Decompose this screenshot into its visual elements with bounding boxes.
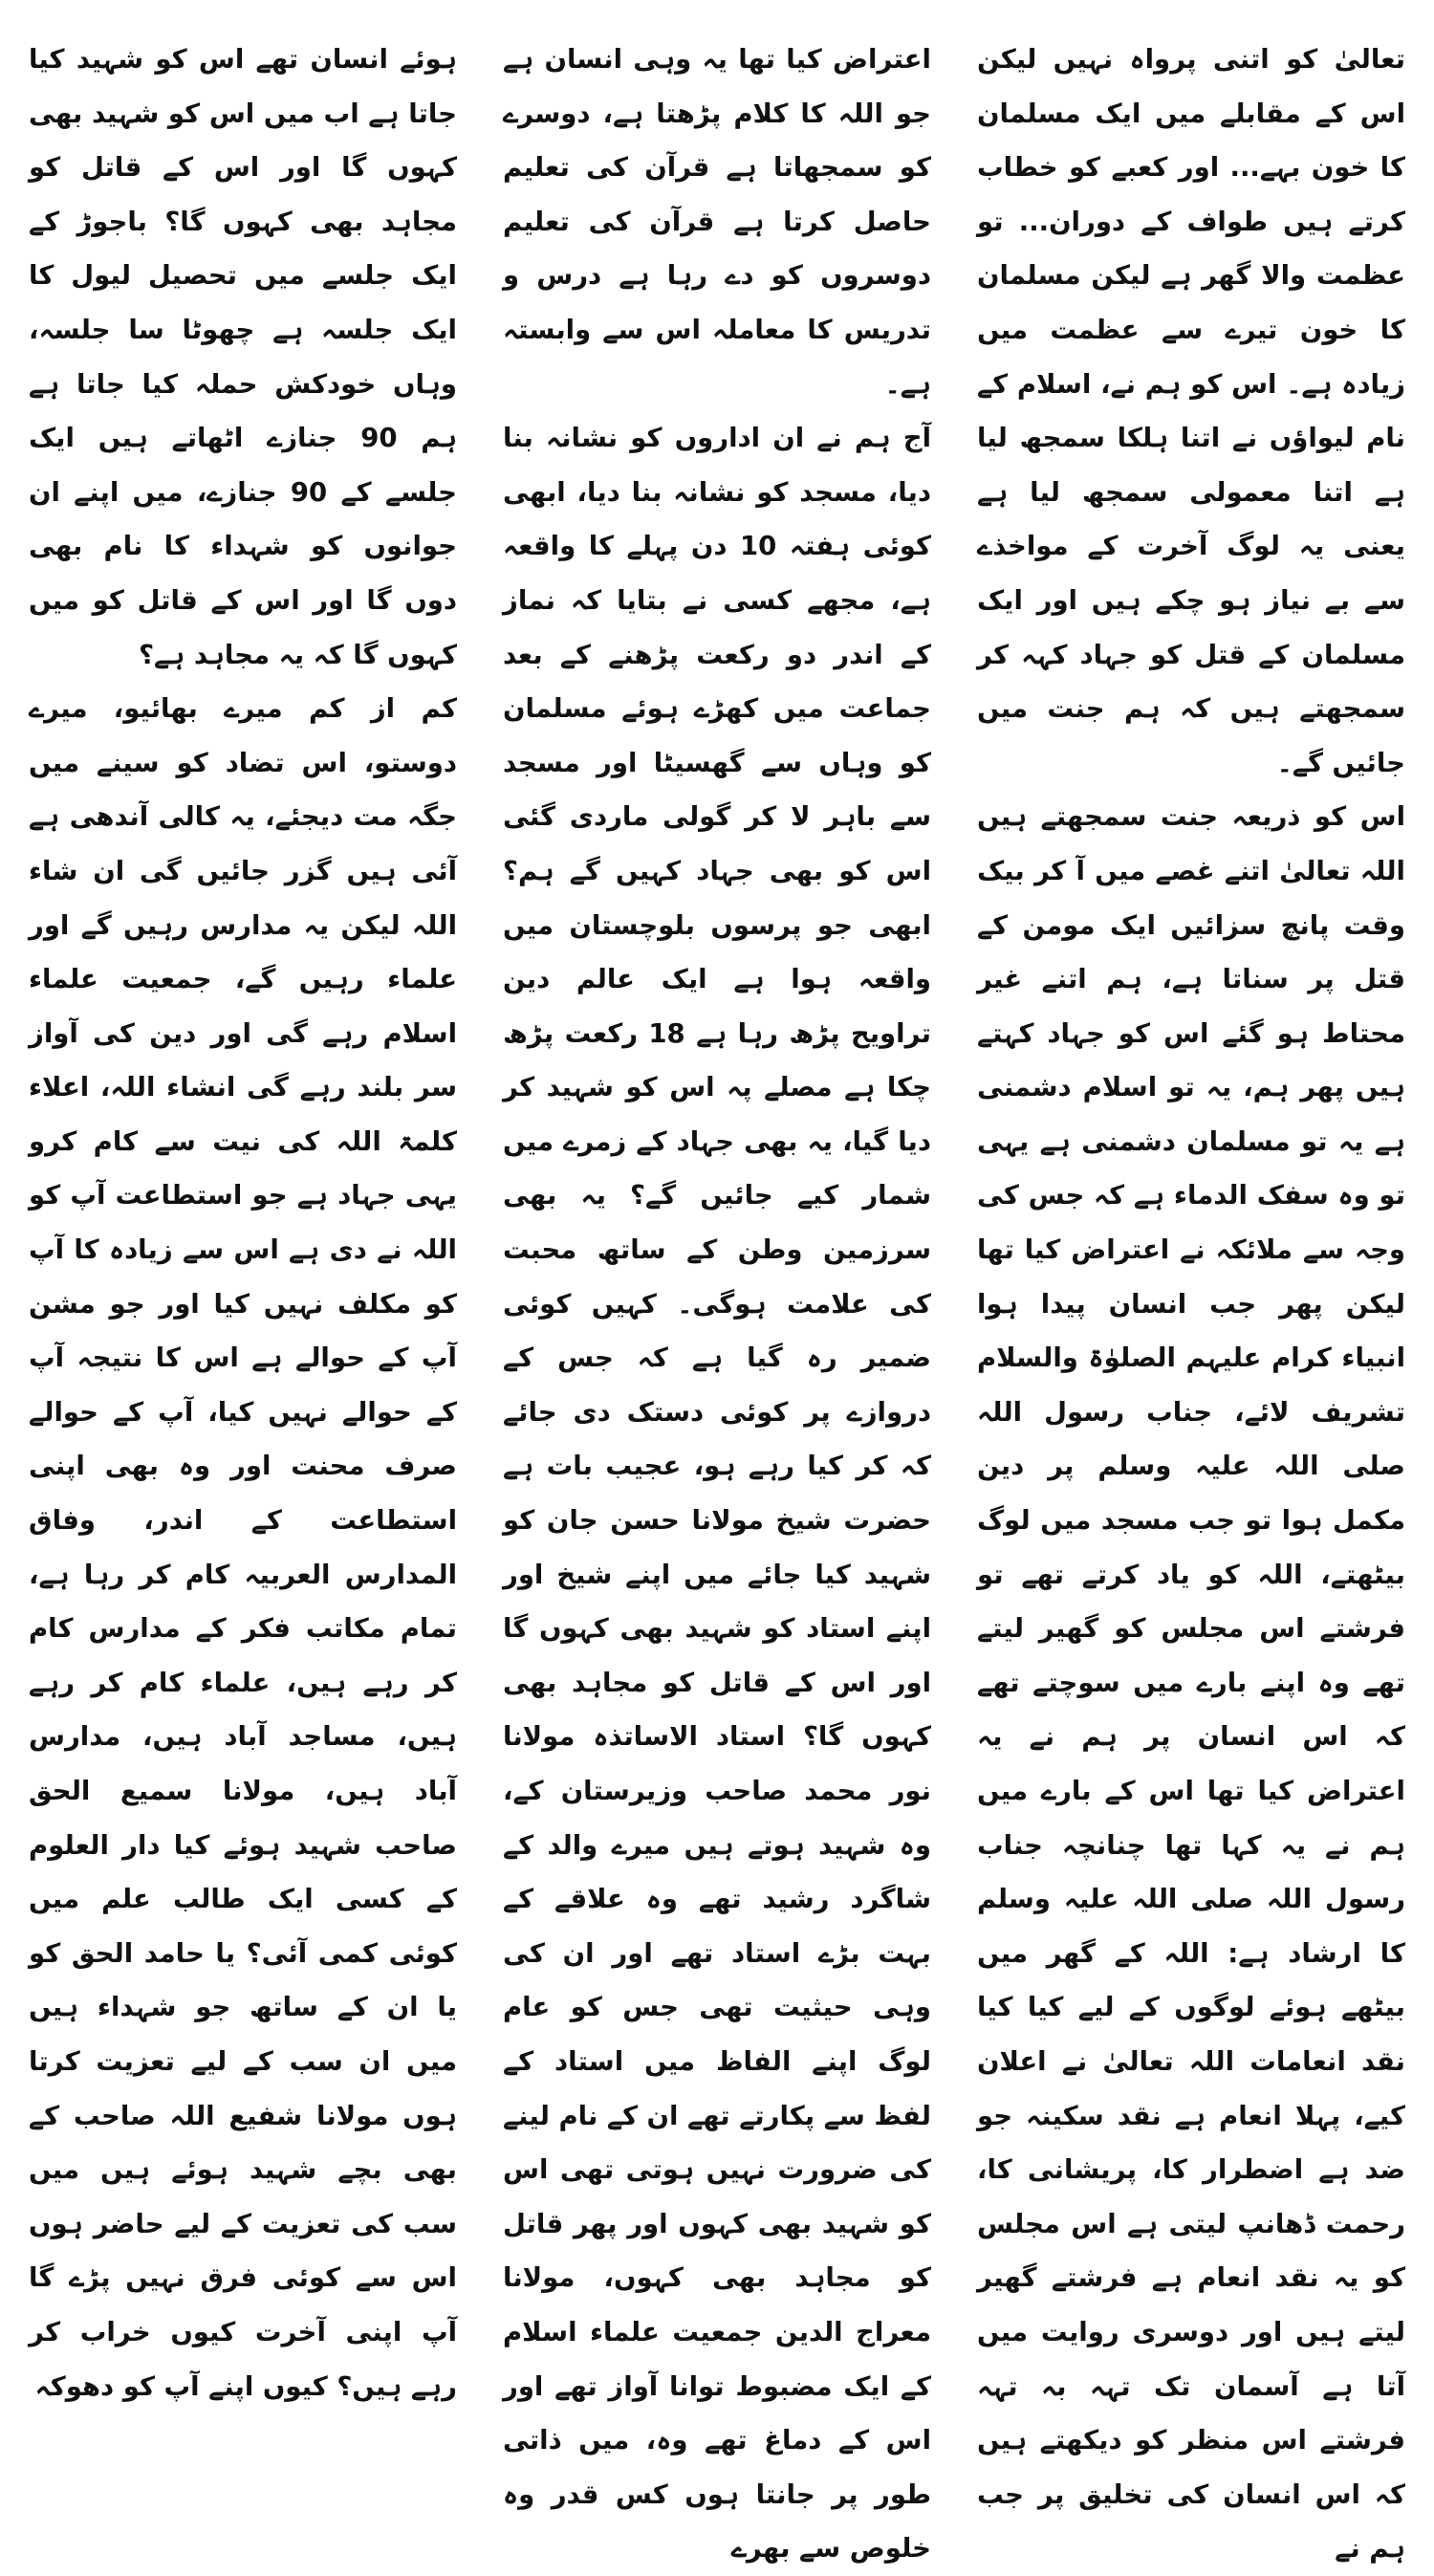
text-column-right: [977, 33, 1405, 2565]
paragraph: تعالیٰ کو اتنی پرواہ نہیں لیکن اس کے مقابلے میں ایک مسلمان کا خون بہے... اور کعبے کو خطاب کرتے ہیں طواف کے دوران... تو عظمت والا گھر ہے لیکن مسلمان کا خون تیرے سے عظمت میں زیادہ ہے۔ اس کو ہم نے، اسلام کے نام لیواؤں نے اتنا ہلکا سمجھ لیا ہے اتنا معمولی سمجھ لیا ہے یعنی یہ لوگ آخرت کے مواخذے سے بے نیاز ہو چکے ہیں اور ایک مسلمان کے قتل کو جہاد کہہ کر سمجھتے ہیں کہ ہم جنت میں جائیں گے۔: [977, 44, 1405, 778]
paragraph: اعتراض کیا تھا یہ وہی انسان ہے جو اللہ کا کلام پڑھتا ہے، دوسرے کو سمجھاتا ہے قرآن کی تعلیم حاصل کرتا ہے قرآن کی تعلیم دوسروں کو دے رہا ہے درس و تدریس کا معاملہ اس سے وابستہ ہے۔: [503, 44, 931, 400]
text-column-middle: [503, 33, 932, 2565]
paragraph: اس کو ذریعہ جنت سمجھتے ہیں اللہ تعالیٰ اتنے غصے میں آ کر بیک وقت پانچ سزائیں ایک مومن کے قتل پر سناتا ہے، ہم اتنے غیر محتاط ہو گئے اس کو جہاد کہتے ہیں پھر ہم، یہ تو اسلام دشمنی ہے یہ تو مسلمان دشمنی ہے یہی تو وہ سفک الدماء ہے کہ جس کی وجہ سے ملائکہ نے اعتراض کیا تھا لیکن پھر جب انسان پیدا ہوا انبیاء کرام علیہم الصلوٰۃ والسلام تشریف لائے، جناب رسول اللہ صلی اللہ علیہ وسلم پر دین مکمل ہوا تو جب مسجد میں لوگ بیٹھتے، اللہ کو یاد کرتے تھے تو فرشتے اس مجلس کو گھیر لیتے تھے وہ اپنے بارے میں سوچتے تھے کہ اس انسان پر ہم نے یہ اعتراض کیا تھا اس کے بارے میں ہم نے یہ کہا تھا چنانچہ جناب رسول اللہ صلی اللہ علیہ وسلم کا ارشاد ہے: اللہ کے گھر میں بیٹھے ہوئے لوگوں کے لیے کیا کیا نقد انعامات اللہ تعالیٰ نے اعلان کیے، پہلا انعام ہے نقد سکینہ جو ضد ہے اضطرار کا، پریشانی کا، رحمت ڈھانپ لیتی ہے اس مجلس کو یہ نقد انعام ہے فرشتے گھیر لیتے ہیں اور دوسری روایت میں آتا ہے آسمان تک تہہ بہ تہہ فرشتے اس منظر کو دیکھتے ہیں کہ اس انسان کی تخلیق پر جب ہم نے: [977, 801, 1405, 2565]
paragraph: آج ہم نے ان اداروں کو نشانہ بنا دیا، مسجد کو نشانہ بنا دیا، ابھی کوئی ہفتہ 10 دن پہلے کا واقعہ ہے، مجھے کسی نے بتایا کہ نماز کے اندر دو رکعت پڑھنے کے بعد جماعت میں کھڑے ہوئے مسلمان کو وہاں سے گھسیٹا اور مسجد سے باہر لا کر گولی ماردی گئی اس کو بھی جہاد کہیں گے ہم؟ ابھی جو پرسوں بلوچستان میں واقعہ ہوا ہے ایک عالم دین تراویح پڑھ رہا ہے 18 رکعت پڑھ چکا ہے مصلے پہ اس کو شہید کر دیا گیا، یہ بھی جہاد کے زمرے میں شمار کیے جائیں گے؟ یہ بھی سرزمین وطن کے ساتھ محبت کی علامت ہوگی۔ کہیں کوئی ضمیر رہ گیا ہے کہ جس کے دروازے پر کوئی دستک دی جائے کہ کر کیا رہے ہو، عجیب بات ہے حضرت شیخ مولانا حسن جان کو شہید کیا جائے میں اپنے شیخ اور اپنے استاد کو شہید بھی کہوں گا اور اس کے قاتل کو مجاہد بھی کہوں گا؟ استاد الاساتذہ مولانا نور محمد صاحب وزیرستان کے، وہ شہید ہوتے ہیں میرے والد کے شاگرد رشید تھے وہ علاقے کے بہت بڑے استاد تھے اور ان کی وہی حیثیت تھی جس کو عام لوگ اپنے الفاظ میں استاد کے لفظ سے پکارتے تھے ان کے نام لینے کی ضرورت نہیں ہوتی تھی اس کو شہید بھی کہوں اور پھر قاتل کو مجاہد بھی کہوں، مولانا معراج الدین جمعیت علماء اسلام کے ایک مضبوط توانا آواز تھے اور اس کے دماغ تھے وہ، میں ذاتی طور پر جانتا ہوں کس قدر وہ خلوص سے بھرے: [503, 423, 932, 2565]
text-column-left: [29, 33, 457, 2402]
paragraph: ہوئے انسان تھے اس کو شہید کیا جاتا ہے اب میں اس کو شہید بھی کہوں گا اور اس کے قاتل کو مجاہد بھی کہوں گا؟ باجوڑ کے ایک جلسے میں تحصیل لیول کا ایک جلسہ ہے چھوٹا سا جلسہ، وہاں خودکش حملہ کیا جاتا ہے ہم 90 جنازے اٹھاتے ہیں ایک جلسے کے 90 جنازے، میں اپنے ان جوانوں کو شہداء کا نام بھی دوں گا اور اس کے قاتل کو میں کہوں گا کہ یہ مجاہد ہے؟: [29, 44, 457, 670]
paragraph: کم از کم میرے بھائیو، میرے دوستو، اس تضاد کو سینے میں جگہ مت دیجئے، یہ کالی آندھی ہے آئی ہیں گزر جائیں گی ان شاء اللہ لیکن یہ مدارس رہیں گے اور علماء رہیں گے، جمعیت علماء اسلام رہے گی اور دین کی آواز سر بلند رہے گی انشاء اللہ، اعلاء کلمۃ اللہ کی نیت سے کام کرو یہی جہاد ہے جو استطاعت آپ کو اللہ نے دی ہے اس سے زیادہ کا آپ کو مکلف نہیں کیا اور جو مشن آپ کے حوالے ہے اس کا نتیجہ آپ کے حوالے نہیں کیا، آپ کے حوالے صرف محنت اور وہ بھی اپنی استطاعت کے اندر، وفاق المدارس العربیہ کام کر رہا ہے، تمام مکاتب فکر کے مدارس کام کر رہے ہیں، علماء کام کر رہے ہیں، مساجد آباد ہیں، مدارس آباد ہیں، مولانا سمیع الحق صاحب شہید ہوئے کیا دار العلوم کے کسی ایک طالب علم میں کوئی کمی آئی؟ یا حامد الحق کو یا ان کے ساتھ جو شہداء ہیں میں ان سب کے لیے تعزیت کرتا ہوں مولانا شفیع اللہ صاحب کے بھی بچے شہید ہوئے ہیں میں سب کی تعزیت کے لیے حاضر ہوں اس سے کوئی فرق نہیں پڑے گا آپ اپنی آخرت کیوں خراب کر رہے ہیں؟ کیوں اپنے آپ کو دھوکہ: [29, 693, 457, 2402]
